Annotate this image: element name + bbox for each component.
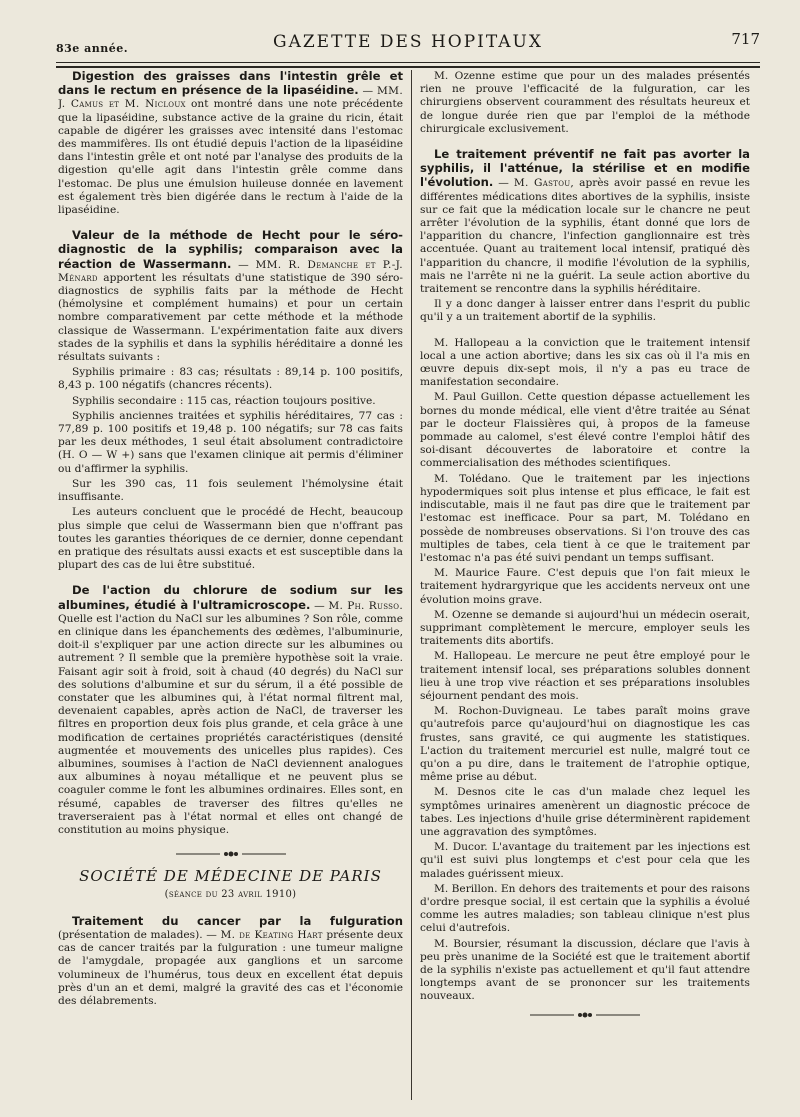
article-text: ont montré dans une note précédente que la lipaséidine, substance active de la graine du ricin, était capable de digérer les graisses avec intensité dans l'estomac des mammifères. Ils ont étudié depuis l'action de la lipaséidine dans l'intestin grêle et ont noté par l'analyse des produits de la digestion qu'elle agit dans l'intestin grêle comme dans l'estomac. De plus une émulsion huileuse donnée en lavement est également très bien digérée dans le rectum à l'aide de la lipaséidine. [58, 98, 403, 217]
paragraph: Sur les 390 cas, 11 fois seulement l'hémolysine était insuffisante. [58, 477, 403, 504]
article-heading-tail: (présentation de malades). [58, 928, 203, 941]
ornament-rule-icon [530, 1011, 640, 1019]
page-header [56, 26, 760, 62]
ornament-divider [420, 1010, 750, 1023]
article-chlorure: De l'action du chlorure de sodium sur les albumines, étudié à l'ultramicroscope. — M. Ph. Russo. Quelle est l'action du NaCl sur les albumines ? Son rôle, comme en clinique dans les épanchements des œdèmes, l'albuminurie, doit-il s'expliquer par une action directe sur les albumines ou autrement ? Il semble que la première hypothèse soit la vraie. Faisant agir soit à froid, soit à chaud (40 degrés) du NaCl sur des solutions d'albumine et sur du sérum, il a été possible de constater que les albumines qui, à l'état normal filtrent mal, devenaient capables, après action de NaCl, de traverser les filtres en proportion deux fois plus grande, et cela grâce à une modification de certaines propriétés caractéristiques (densité augmentée et mouvements des unicelles plus rapides). Ces albumines, soumises à l'action de NaCl deviennent analogues aux albumines à noyau métallique et ne peuvent plus se coaguler comme le font les albumines ordinaires. Elles sont, en résumé, capables de traverser des filtres qu'elles ne traverseraient pas à l'état normal et elles ont changé de constitution au moins physique. [58, 583, 403, 836]
column-divider [411, 70, 412, 1100]
article-heading: De l'action du chlorure de sodium sur les albumines, étudié à l'ultramicroscope. [58, 583, 403, 612]
paragraph: M. Ozenne se demande si aujourd'hui un médecin oserait, supprimant complètement le mercure, employer seuls les traitements dits abortifs. [420, 608, 750, 648]
paragraph: Syphilis secondaire : 115 cas, réaction toujours positive. [72, 394, 376, 407]
paragraph: M. Berillon. En dehors des traitements et pour des raisons d'ordre presque social, il est certain que la syphilis a évolué comme les autres maladies; son tableau clinique n'est plus celui d'autrefois. [420, 882, 750, 935]
article-heading: Valeur de la méthode de Hecht pour le séro-diagnostic de la syphilis; comparaison avec la réaction de Wassermann. [58, 228, 403, 271]
article-cancer: Traitement du cancer par la fulguration (présentation de malades). — M. de Keating Hart présente deux cas de cancer traités par la fulguration : une tumeur maligne de l'amygdale, propagée aux ganglions et un sarcome volumineux de l'humérus, tous deux en excellent état depuis près d'un an et demi, malgré la gravité des cas et l'économie des délabrements. [58, 913, 403, 1007]
paragraph: M. Paul Guillon. Cette question dépasse actuellement les bornes du monde médical, elle vient d'être traitée au Sénat par le docteur Flaissières qui, à propos de la fameuse pommade au calomel, s'est élevé contre l'emploi hâtif des soi-disant découvertes de laboratoire et contre la commercialisation des méthodes scientifiques. [420, 391, 750, 470]
paragraph: Les auteurs concluent que le procédé de Hecht, beaucoup plus simple que celui de Wassermann bien que n'offrant pas toutes les garanties théoriques de ce dernier, donne cependant en pratique des résultats aussi exacts et est susceptible dans la plupart des cas de lui être substitué. [58, 506, 403, 572]
paragraph: Il y a donc danger à laisser entrer dans l'esprit du public qu'il y a un traitement abortif de la syphilis. [420, 298, 750, 324]
paragraph: M. Boursier, résumant la discussion, déclare que l'avis à peu près unanime de la Société est que le traitement abortif de la syphilis n'existe pas actuellement et qu'il faut attendre longtemps avant de se prononcer sur les traitements nouveaux. [420, 937, 750, 1003]
journal-title: GAZETTE DES HOPITAUX [272, 32, 543, 52]
left-column [58, 70, 403, 1100]
page-number: 717 [731, 30, 760, 48]
article-authors: M. Ph. Russo. [328, 599, 403, 612]
edition-label: 83e année. [56, 42, 129, 55]
article-text: après avoir passé en revue les différentes médications dites abortives de la syphilis, insiste sur ce fait que la médication locale sur le chancre ne peut arrêter l'évolution de la syphilis, étant donné que lors de l'apparition du chancre, l'infection ganglionnaire est très accentuée. Quant au traitement local intensif, pratiqué dès l'apparition du chancre, il modifie l'évolution de la syphilis, mais ne l'arrête ni ne la guérit. La seule action abortive du traitement se rencontre dans la syphilis héréditaire. [420, 177, 750, 296]
ornament-divider [58, 849, 403, 862]
right-column [420, 70, 750, 1100]
article-heading: Traitement du cancer par la fulguration [72, 913, 403, 928]
article-authors: MM. J. Camus et M. Nicloux [58, 85, 403, 111]
header-rule-bottom [56, 66, 760, 68]
article-text: présente deux cas de cancer traités par la fulguration : une tumeur maligne de l'amygdale, propagée aux ganglions et un sarcome volumineux de l'humérus, tous deux en excellent état depuis près d'un an et demi, malgré la gravité des cas et l'économie des délabrements. [58, 928, 403, 1007]
header-rule-top [56, 62, 760, 63]
article-syphilis: Le traitement préventif ne fait pas avorter la syphilis, il l'atténue, la stérilise et en modifie l'évolution. — M. Gastou, après avoir passé en revue les différentes médications dites abortives de la syphilis, insiste sur ce fait que la médication locale sur le chancre ne peut arrêter l'évolution de la syphilis, étant donné que lors de l'apparition du chancre, l'infection ganglionnaire est très accentuée. Quant au traitement local intensif, pratiqué dès l'apparition du chancre, il modifie l'évolution de la syphilis, mais ne l'arrête ni ne la guérit. La seule action abortive du traitement se rencontre dans la syphilis héréditaire. Il y a donc danger à laisser entrer dans l'esprit du public qu'il y a un traitement abortif de la syphilis. [420, 147, 750, 324]
article-authors: M. Gastou, [513, 177, 575, 190]
paragraph: M. Hallopeau. Le mercure ne peut être employé pour le traitement intensif local, ses préparations solubles donnent lieu à une trop vive réaction et ses préparations insolubles séjournent pendant des mois. [420, 650, 750, 702]
article-hecht: Valeur de la méthode de Hecht pour le séro-diagnostic de la syphilis; comparaison avec la réaction de Wassermann. — MM. R. Demanche et P.-J. Ménard apportent les résultats d'une statistique de 390 séro-diagnostics de syphilis faits par la méthode de Hecht (hémolysine et complément humains) et pour un certain nombre comparativement par cette méthode et la méthode classique de Wassermann. L'expérimentation faite aux divers stades de la syphilis et dans la syphilis héréditaire a donné les résultats suivants : Syphilis primaire : 83 cas; résultats : 89,14 p. 100 positifs, 8,43 p. 100 négatifs (chancres récents). Syphilis secondaire : 115 cas, réaction toujours positive. Syphilis anciennes traitées et syphilis héréditaires, 77 cas : 77,89 p. 100 positifs et 19,48 p. 100 négatifs; sur 78 cas faits par les deux méthodes, 1 seul était absolument contradictoire (H. O — W +) sans que l'examen clinique ait permis d'éliminer ou d'affirmer la syphilis. Sur les 390 cas, 11 fois seulement l'hémolysine était insuffisante. Les auteurs concluent que le procédé de Hecht, beaucoup plus simple que celui de Wassermann bien que n'offrant pas toutes les garanties théoriques de ce dernier, donne cependant en pratique des résultats aussi exacts et est susceptible dans la plupart des cas de lui être substitué. [58, 228, 403, 572]
paragraph: M. Ozenne estime que pour un des malades présentés rien ne prouve l'efficacité de la fulguration, car les chirurgiens observent couramment des résultats heureux et de longue durée rien que par l'emploi de la méthode chirurgicale exclusivement. [420, 70, 750, 135]
paragraph: M. Ducor. L'avantage du traitement par les injections est qu'il est suivi plus longtemps et c'est pour cela que les malades guérissent mieux. [420, 841, 750, 880]
paragraph: M. Hallopeau a la conviction que le traitement intensif local a une action abortive; dans les six cas où il l'a mis en œuvre depuis dix-sept mois, il n'y a pas eu trace de manifestation secondaire. [420, 336, 750, 389]
ornament-rule-icon [176, 850, 286, 858]
paragraph: M. Tolédano. Que le traitement par les injections hypodermiques soit plus intense et plus efficace, le fait est indiscutable, mais il ne faut pas dire que le traitement par l'estomac est inefficace. Pour sa part, M. Tolédano en possède de nombreuses observations. Si l'on trouve des cas multiples de tabes, cela tient à ce que le traitement par l'estomac n'a pas été suivi pendant un temps suffisant. [420, 472, 750, 564]
article-text: apportent les résultats d'une statistique de 390 séro-diagnostics de syphilis faits par la méthode de Hecht (hémolysine et complément humains) et pour un certain nombre comparativement par cette méthode et la méthode classique de Wassermann. L'expérimentation faite aux divers stades de la syphilis et dans la syphilis héréditaire a donné les résultats suivants : [58, 271, 403, 364]
seance-date: (séance du 23 avril 1910) [164, 888, 297, 900]
article-authors: M. de Keating Hart [220, 928, 323, 941]
paragraph: M. Rochon-Duvigneau. Le tabes paraît moins grave qu'autrefois parce qu'aujourd'hui on diagnostique les cas frustes, sans gravité, ce qui augmente les statistiques. L'action du traitement mercuriel est nulle, malgré tout ce qu'on a pu dire, dans le traitement de l'atrophie optique, même prise au début. [420, 705, 750, 784]
paragraph: Syphilis anciennes traitées et syphilis héréditaires, 77 cas : 77,89 p. 100 positifs et 19,48 p. 100 négatifs; sur 78 cas faits par les deux méthodes, 1 seul était absolument contradictoire (H. O — W +) sans que l'examen clinique ait permis d'éliminer ou d'affirmer la syphilis. [58, 409, 403, 475]
article-digestion: Digestion des graisses dans l'intestin grêle et dans le rectum en présence de la lipaséidine. — MM. J. Camus et M. Nicloux ont montré dans une note précédente que la lipaséidine, substance active de la graine du ricin, était capable de digérer les graisses avec intensité dans l'estomac des mammifères. Ils ont étudié depuis l'action de la lipaséidine dans l'intestin grêle et ont noté par l'analyse des produits de la digestion qu'elle agit dans l'intestin grêle comme dans l'estomac. De plus une émulsion huileuse donnée en lavement est également très bien digérée dans le rectum à l'aide de la lipaséidine. [58, 70, 403, 217]
article-heading: Le traitement préventif ne fait pas avorter la syphilis, il l'atténue, la stérilise et en modifie l'évolution. [420, 147, 750, 190]
paragraph: M. Desnos cite le cas d'un malade chez lequel les symptômes urinaires amenèrent un diagnostic précoce de tabes. Les injections d'huile grise déterminèrent rapidement une aggravation des symptômes. [420, 786, 750, 838]
article-authors: MM. R. Demanche et P.-J. Ménard [58, 258, 403, 284]
paragraph: M. Maurice Faure. C'est depuis que l'on fait mieux le traitement hydrargyrique que les accidents nerveux ont une évolution moins grave. [420, 567, 750, 606]
article-text: Quelle est l'action du NaCl sur les albumines ? Son rôle, comme en clinique dans les épanchements des œdèmes, l'albuminurie, doit-il s'expliquer par une action directe sur les albumines ou autrement ? Il semble que la première hypothèse soit la vraie. Faisant agir soit à froid, soit à chaud (40 degrés) du NaCl sur des solutions d'albumine et sur du sérum, il a été possible de constater que les albumines qui, à l'état normal filtrent mal, devenaient capables, après action de NaCl, de traverser les filtres en proportion deux fois plus grande, et cela grâce à une modification de certaines propriétés caractéristiques (densité augmentée et mouvements des unicelles plus rapides). Ces albumines, soumises à l'action de NaCl deviennent analogues aux albumines à noyau métallique et ne peuvent plus se coaguler comme le font les albumines ordinaires. Elles sont, en résumé, capables de traverser des filtres qu'elles ne traverseraient pas à l'état normal et elles ont changé de constitution au moins physique. [58, 612, 403, 836]
article-heading: Digestion des graisses dans l'intestin grêle et dans le rectum en présence de la lipaséidine. [58, 70, 403, 98]
society-title: SOCIÉTÉ DE MÉDECINE DE PARIS [79, 867, 382, 886]
paragraph: Syphilis primaire : 83 cas; résultats : 89,14 p. 100 positifs, 8,43 p. 100 négatifs (chancres récents). [58, 366, 403, 392]
